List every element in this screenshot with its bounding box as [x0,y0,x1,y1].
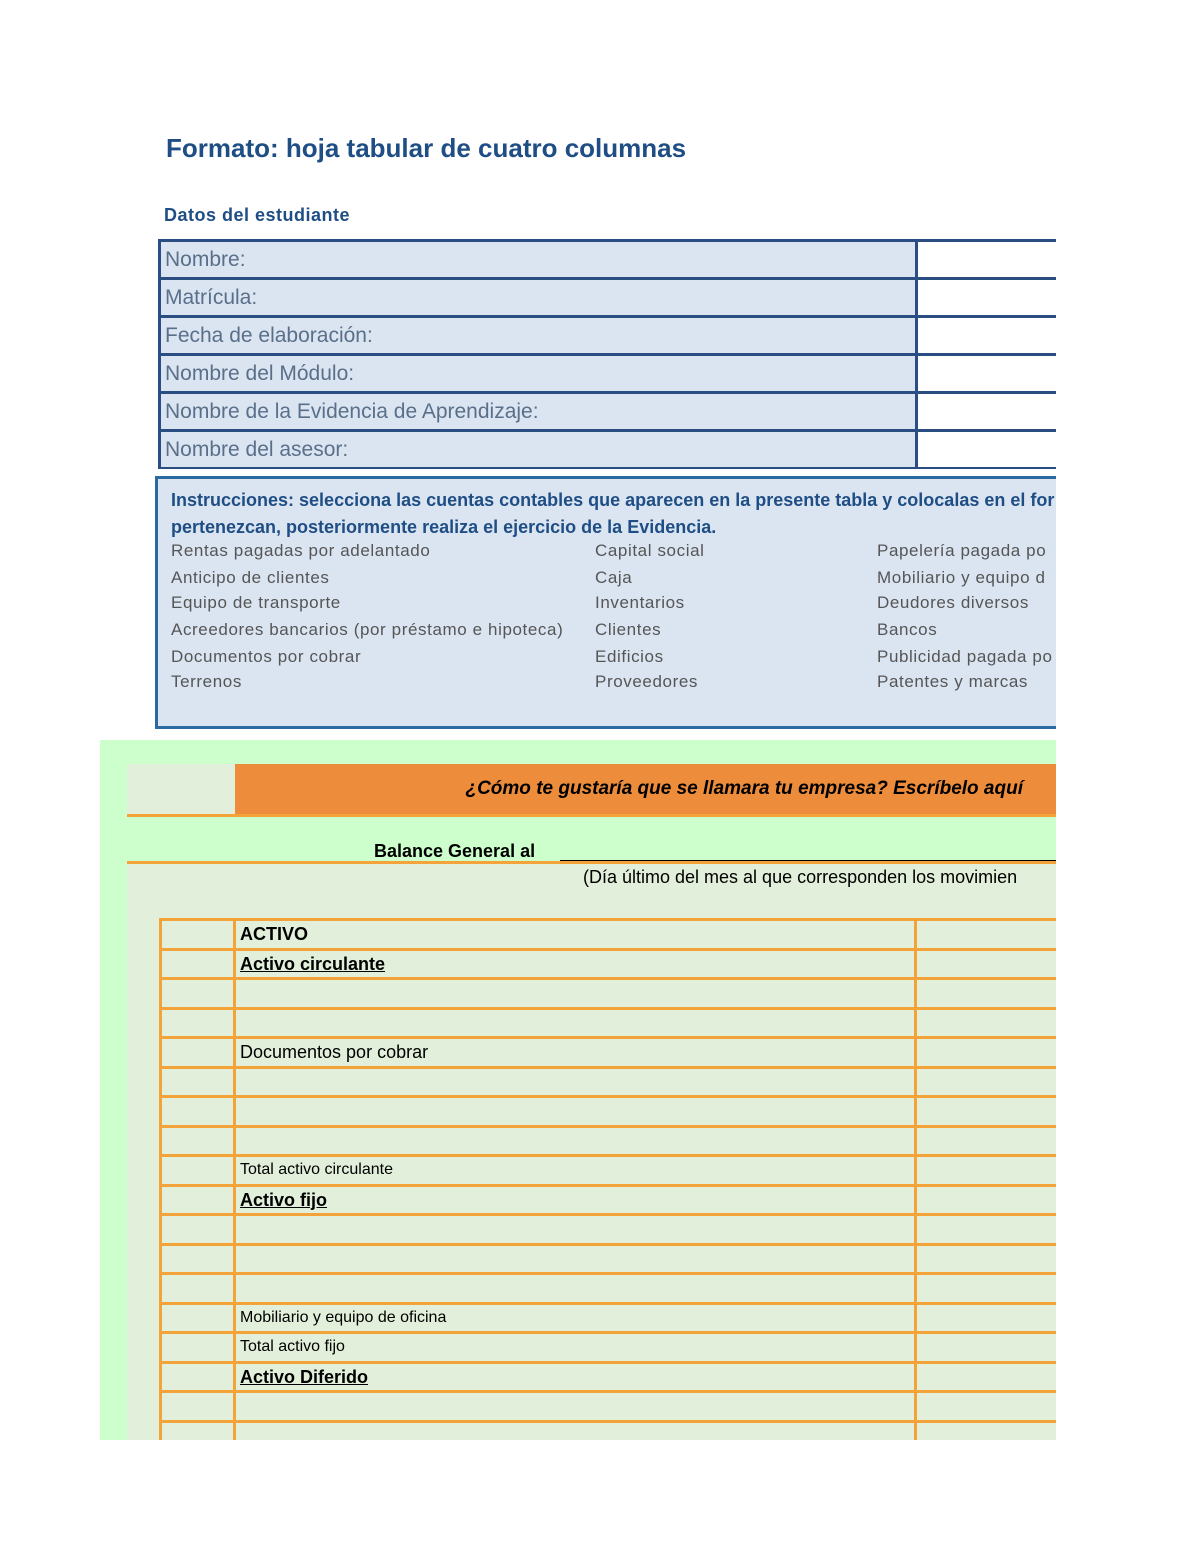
row-account-cell[interactable]: Total activo circulante [236,1157,917,1184]
row-code-cell[interactable] [159,1098,236,1125]
row-account-cell[interactable] [236,1098,917,1125]
student-info-table [158,239,1056,469]
table-row [159,951,1056,978]
account-item: Inventarios [595,593,685,612]
row-account-cell[interactable]: Total activo fijo [236,1334,917,1361]
student-field-input[interactable] [918,280,1056,318]
table-row [159,1157,1056,1184]
page-title: Formato: hoja tabular de cuatro columnas [166,133,687,163]
row-account-cell[interactable] [236,1393,917,1420]
student-field-label: Nombre de la Evidencia de Aprendizaje: [161,394,918,432]
row-code-cell[interactable] [159,1364,236,1391]
account-item: Mobiliario y equipo d [877,568,1046,587]
row-account-cell[interactable]: Activo fijo [236,1187,917,1214]
row-amount-cell[interactable] [917,1334,1056,1361]
balance-sheet-area [100,740,1056,1440]
instructions-line-2: pertenezcan, posteriormente realiza el ejercicio de la Evidencia. [171,517,717,537]
table-row [159,1393,1056,1420]
instructions-box [155,476,1056,729]
section-title-student: Datos del estudiante [164,205,351,225]
balance-general-label: Balance General al [374,841,536,861]
balance-date-field[interactable] [560,860,1056,861]
row-account-cell[interactable] [236,1010,917,1037]
student-field-input[interactable] [918,318,1056,356]
student-row [161,242,1056,280]
account-item: Anticipo de clientes [171,568,330,587]
row-account-cell[interactable] [236,1128,917,1155]
account-item: Bancos [877,620,938,639]
row-code-cell[interactable] [159,1216,236,1243]
table-row [159,1364,1056,1391]
student-row [161,432,1056,469]
row-account-cell[interactable]: Mobiliario y equipo de oficina [236,1305,917,1332]
student-field-label: Fecha de elaboración: [161,318,918,356]
row-code-cell[interactable] [159,1010,236,1037]
row-code-cell[interactable] [159,1157,236,1184]
row-code-cell[interactable] [159,980,236,1007]
account-item: Papelería pagada po [877,541,1047,560]
instructions-line-1: Instrucciones: selecciona las cuentas contables que aparecen en la presente tabla y colocalas en el for [171,490,1055,510]
table-row [159,1069,1056,1096]
row-amount-cell[interactable] [917,951,1056,978]
balance-header-band [127,817,1056,863]
table-row [159,980,1056,1007]
row-code-cell[interactable] [159,1275,236,1302]
table-row [159,1010,1056,1037]
student-row [161,356,1056,394]
table-row [159,1423,1056,1441]
row-amount-cell[interactable] [917,1364,1056,1391]
row-account-cell[interactable] [236,1246,917,1273]
account-item: Edificios [595,647,664,666]
row-account-cell[interactable] [236,1423,917,1441]
row-amount-cell[interactable] [917,1305,1056,1332]
row-amount-cell[interactable] [917,980,1056,1007]
student-row [161,280,1056,318]
table-row [159,1334,1056,1361]
table-row [159,1275,1056,1302]
account-item: Caja [595,568,633,587]
row-account-cell[interactable] [236,1069,917,1096]
student-field-label: Nombre del Módulo: [161,356,918,394]
account-item: Capital social [595,541,705,560]
instructions-text [171,487,1056,541]
row-amount-cell[interactable] [917,1393,1056,1420]
row-amount-cell[interactable] [917,921,1056,948]
row-code-cell[interactable] [159,1393,236,1420]
student-row [161,394,1056,432]
row-amount-cell[interactable] [917,1010,1056,1037]
account-item: Publicidad pagada po [877,647,1053,666]
row-amount-cell[interactable] [917,1216,1056,1243]
row-code-cell[interactable] [159,1187,236,1214]
student-field-label: Nombre: [161,242,918,280]
row-amount-cell[interactable] [917,1098,1056,1125]
table-row [159,1098,1056,1125]
student-row [161,318,1056,356]
table-row [159,921,1056,948]
student-field-input[interactable] [918,432,1056,469]
account-item: Proveedores [595,672,698,691]
table-row [159,1187,1056,1214]
row-amount-cell[interactable] [917,1128,1056,1155]
student-field-label: Matrícula: [161,280,918,318]
row-account-cell[interactable] [236,1275,917,1302]
table-row [159,1216,1056,1243]
row-account-cell[interactable]: Activo circulante [236,951,917,978]
row-account-cell[interactable]: Activo Diferido [236,1364,917,1391]
divider [127,861,1056,864]
account-item: Clientes [595,620,662,639]
student-field-input[interactable] [918,356,1056,394]
table-row [159,1305,1056,1332]
student-field-label: Nombre del asesor: [161,432,918,469]
row-account-cell[interactable]: ACTIVO [236,921,917,948]
company-name-prompt: ¿Cómo te gustaría que se llamara tu empresa? Escríbelo aquí [465,778,1023,799]
account-item: Rentas pagadas por adelantado [171,541,431,560]
row-code-cell[interactable] [159,1128,236,1155]
row-account-cell[interactable] [236,980,917,1007]
student-field-input[interactable] [918,242,1056,280]
account-item: Patentes y marcas [877,672,1028,691]
row-amount-cell[interactable] [917,1423,1056,1441]
row-code-cell[interactable] [159,1334,236,1361]
table-row [159,1128,1056,1155]
row-amount-cell[interactable] [917,1039,1056,1066]
row-code-cell[interactable] [159,1069,236,1096]
row-code-cell[interactable] [159,1423,236,1441]
row-amount-cell[interactable] [917,1069,1056,1096]
row-code-cell[interactable] [159,921,236,948]
row-amount-cell[interactable] [917,1187,1056,1214]
account-item: Acreedores bancarios (por préstamo e hipoteca) [171,620,564,639]
student-field-input[interactable] [918,394,1056,432]
row-account-cell[interactable] [236,1216,917,1243]
row-amount-cell[interactable] [917,1275,1056,1302]
account-item: Terrenos [171,672,242,691]
table-row [159,1039,1056,1066]
account-item: Deudores diversos [877,593,1029,612]
balance-date-note: (Día último del mes al que corresponden los movimien [583,867,1018,887]
row-code-cell[interactable] [159,1246,236,1273]
company-name-field[interactable] [235,764,1056,814]
row-code-cell[interactable] [159,951,236,978]
row-code-cell[interactable] [159,1039,236,1066]
row-amount-cell[interactable] [917,1246,1056,1273]
row-amount-cell[interactable] [917,1157,1056,1184]
account-item: Equipo de transporte [171,593,341,612]
table-row [159,1246,1056,1273]
account-item: Documentos por cobrar [171,647,362,666]
row-code-cell[interactable] [159,1305,236,1332]
row-account-cell[interactable]: Documentos por cobrar [236,1039,917,1066]
